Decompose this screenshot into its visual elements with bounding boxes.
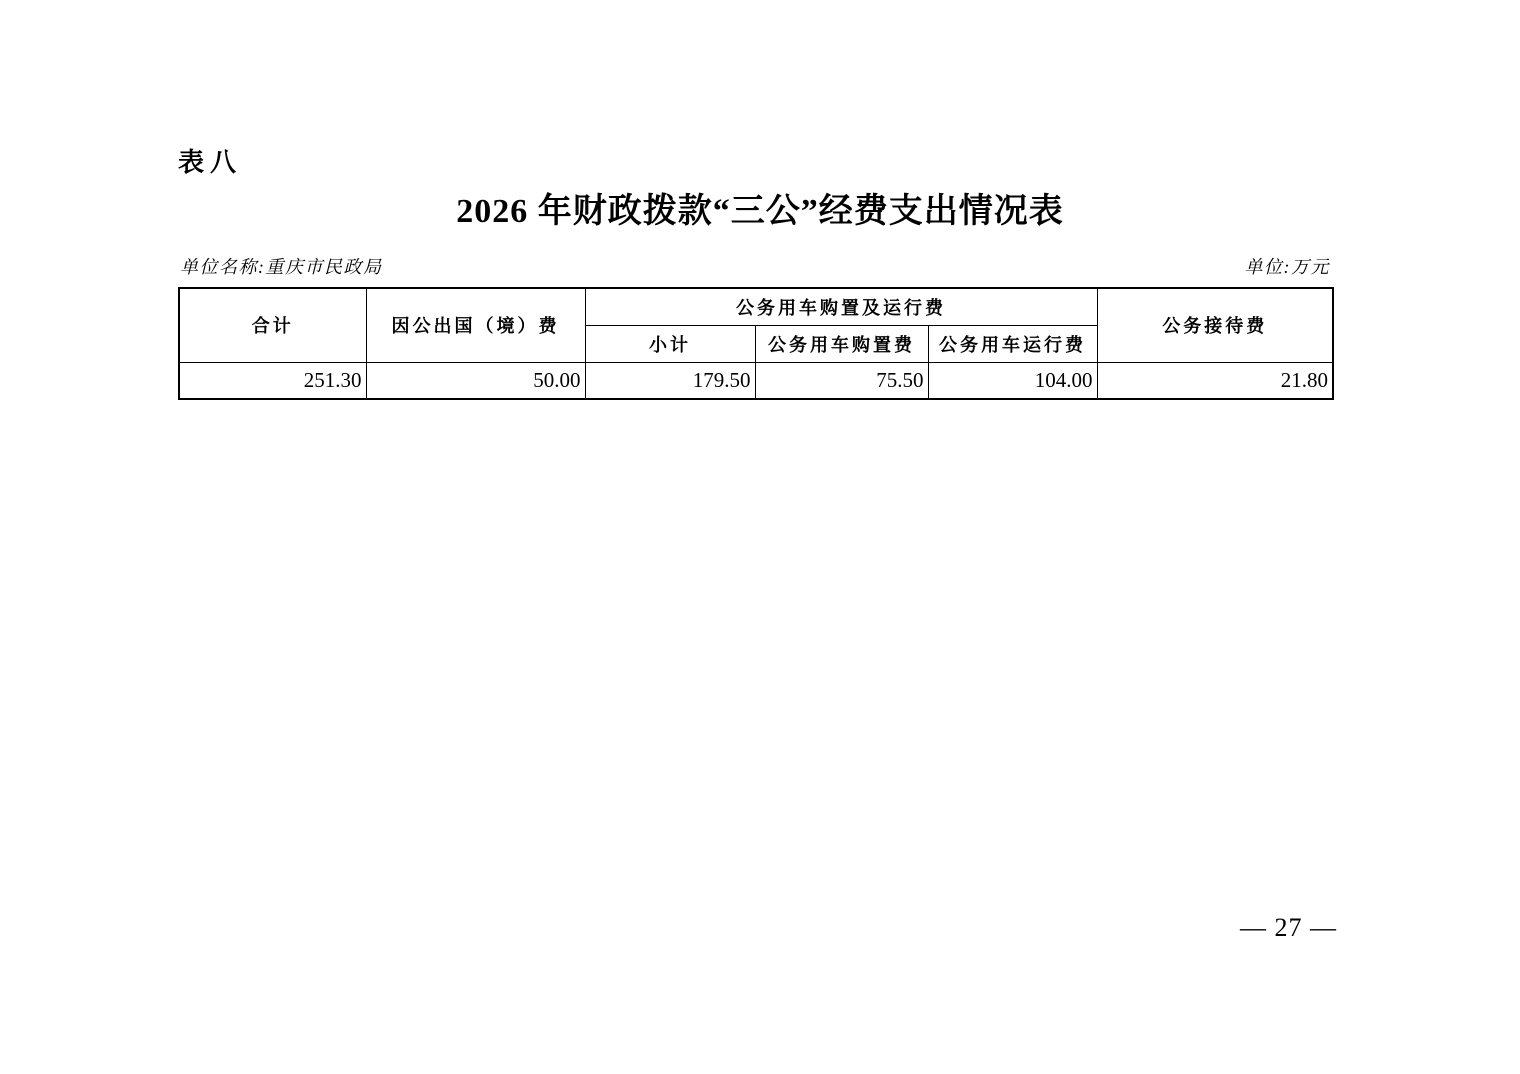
value-abroad-fee: 50.00: [366, 362, 585, 399]
value-total: 251.30: [179, 362, 366, 399]
header-total: 合计: [179, 288, 366, 362]
page-number: — 27 —: [1240, 913, 1337, 942]
unit-name-label: 单位名称:重庆市民政局: [180, 257, 383, 277]
value-vehicle-purchase-fee: 75.50: [755, 362, 928, 399]
header-vehicle-purchase-fee: 公务用车购置费: [755, 325, 928, 362]
unit-label: 单位:万元: [1244, 257, 1330, 277]
header-vehicle-operation-fee: 公务用车运行费: [928, 325, 1097, 362]
expense-table: [178, 287, 1334, 400]
value-vehicle-operation-fee: 104.00: [928, 362, 1097, 399]
header-vehicle-group: 公务用车购置及运行费: [585, 288, 1097, 325]
table-meta-row: [180, 255, 1330, 279]
value-vehicle-subtotal: 179.50: [585, 362, 755, 399]
value-reception-fee: 21.80: [1097, 362, 1333, 399]
header-reception-fee: 公务接待费: [1097, 288, 1333, 362]
header-abroad-fee: 因公出国（境）费: [366, 288, 585, 362]
header-vehicle-subtotal: 小计: [585, 325, 755, 362]
page-title: 2026 年财政拨款“三公”经费支出情况表: [456, 193, 1064, 230]
table-number-label: 表八: [178, 147, 243, 177]
table-row: [179, 362, 1333, 399]
header-row-top: [179, 288, 1333, 325]
